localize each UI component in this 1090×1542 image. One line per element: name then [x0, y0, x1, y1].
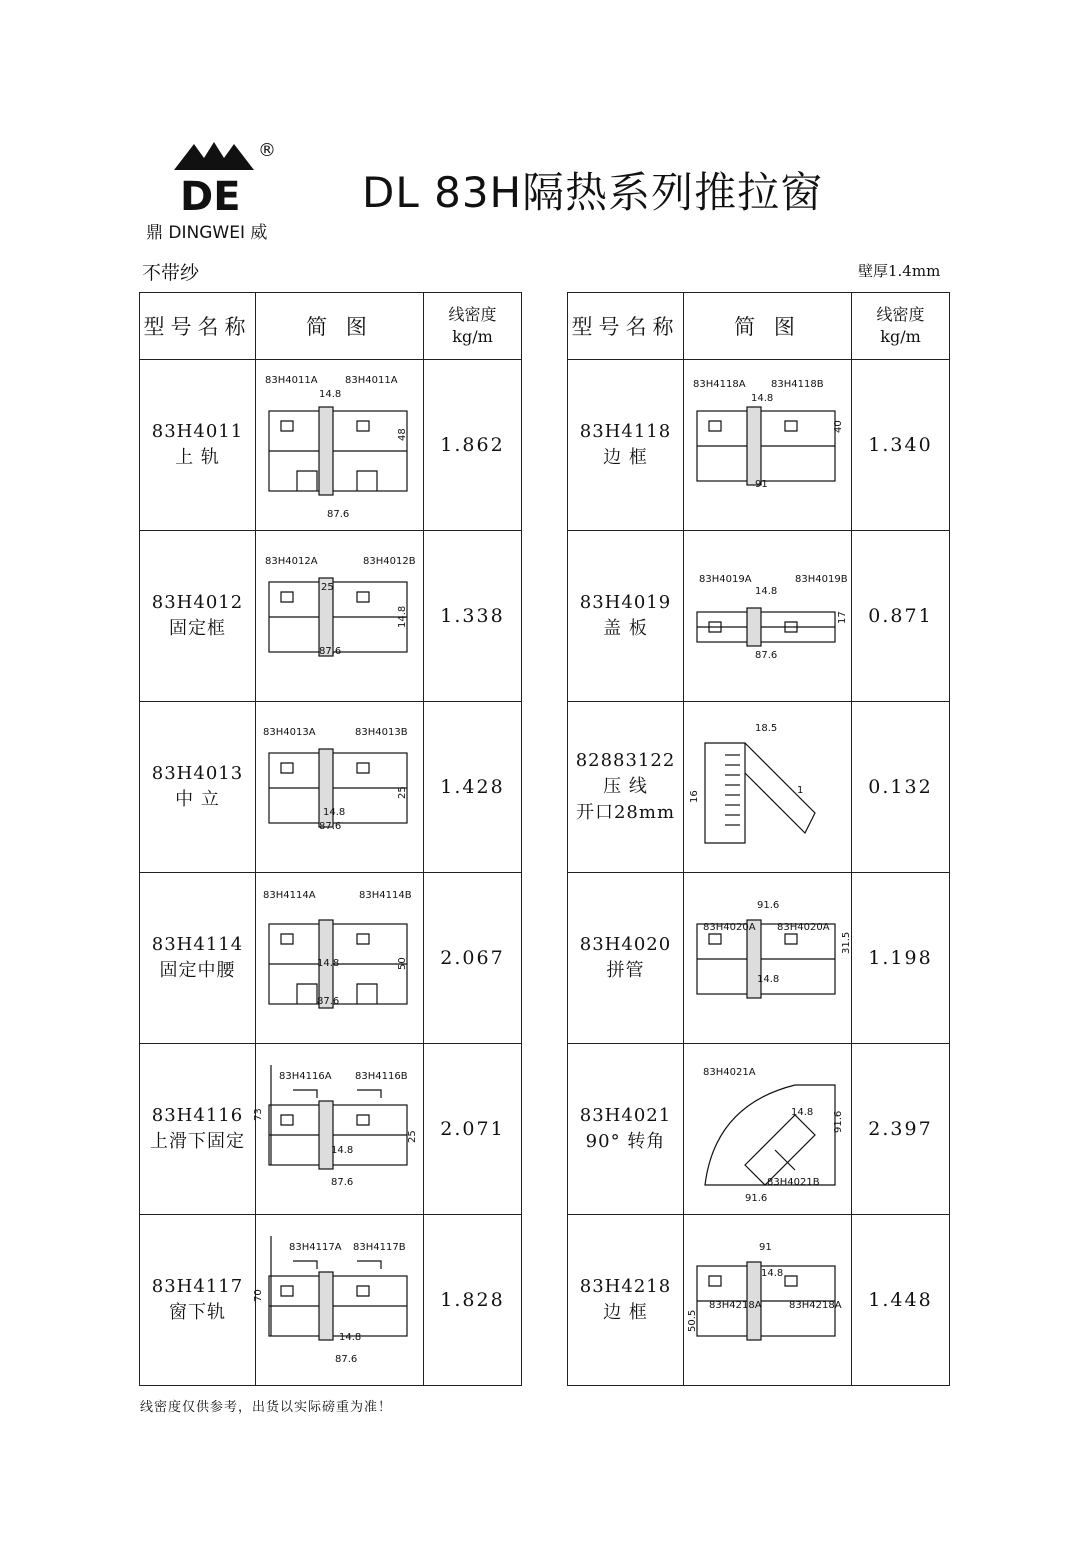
- profile-outline: [269, 407, 407, 495]
- profile-outline: [697, 608, 835, 646]
- dimension-label: 25: [396, 786, 408, 799]
- dimension-label: 87.6: [330, 1177, 353, 1188]
- profile-name: 83H4114 固定中腰: [140, 873, 256, 1044]
- dimension-label: 18.5: [754, 723, 777, 734]
- line-density: 2.397: [852, 1044, 950, 1215]
- dimension-label: 83H4020A: [776, 922, 830, 933]
- header-density-label: 线密度: [448, 305, 497, 324]
- header-density: [852, 293, 950, 360]
- line-density: 1.338: [424, 531, 522, 702]
- dimension-label: 50.5: [686, 1309, 698, 1332]
- profile-drawing: [685, 1216, 851, 1384]
- line-density: 1.828: [424, 1215, 522, 1386]
- profile-figure: [684, 1044, 852, 1215]
- dimension-label: 48: [396, 428, 408, 441]
- table-row: [140, 1044, 522, 1215]
- profile-drawing: [257, 703, 423, 871]
- registered-mark: ®: [258, 140, 276, 161]
- profile-name: 83H4116 上滑下固定: [140, 1044, 256, 1215]
- profile-drawing: [257, 361, 423, 529]
- header-name: 型号名称: [568, 293, 684, 360]
- line-density: 1.340: [852, 360, 950, 531]
- profile-drawing: [685, 874, 851, 1042]
- profile-figure: [684, 873, 852, 1044]
- dimension-label: 91: [758, 1242, 772, 1253]
- company-logo: [146, 136, 296, 246]
- dimension-label: 83H4019A: [698, 574, 752, 585]
- dimension-label: 83H4011A: [264, 375, 318, 386]
- dimension-label: 87.6: [326, 509, 349, 520]
- profile-outline: [705, 1085, 835, 1185]
- dimension-label: 83H4114B: [358, 890, 412, 901]
- profile-figure: [256, 360, 424, 531]
- profile-outline: [697, 407, 835, 485]
- line-density: 1.198: [852, 873, 950, 1044]
- dimension-label: 40: [832, 420, 844, 433]
- header-figure: 简 图: [684, 293, 852, 360]
- table-row: [140, 531, 522, 702]
- table-header-row: [140, 293, 522, 360]
- header-density-unit: kg/m: [452, 327, 493, 346]
- table-row: [140, 702, 522, 873]
- profile-name: 82883122 压 线 开口28mm: [568, 702, 684, 873]
- dimension-label: 25: [406, 1130, 418, 1143]
- dimension-label: 83H4019B: [794, 574, 848, 585]
- profile-drawing: [685, 532, 851, 700]
- table-row: [140, 873, 522, 1044]
- profile-figure: [684, 360, 852, 531]
- dimension-label: 83H4118B: [770, 379, 824, 390]
- dimension-label: 14.8: [338, 1332, 361, 1343]
- dimension-label: 87.6: [334, 1354, 357, 1365]
- dimension-label: 83H4013A: [262, 727, 316, 738]
- dimension-label: 70: [252, 1289, 264, 1302]
- dimension-label: 83H4020A: [702, 922, 756, 933]
- table-row: [568, 360, 950, 531]
- profile-name: 83H4013 中 立: [140, 702, 256, 873]
- table-row: [140, 1215, 522, 1386]
- table-row: [568, 1044, 950, 1215]
- profile-outline: [269, 578, 407, 656]
- profile-drawing: [685, 703, 851, 871]
- table-row: [568, 531, 950, 702]
- profile-drawing: [685, 1045, 851, 1213]
- line-density: 1.448: [852, 1215, 950, 1386]
- dimension-label: 14.8: [322, 807, 345, 818]
- profile-name: 83H4020 拼管: [568, 873, 684, 1044]
- dimension-label: 83H4021B: [766, 1177, 820, 1188]
- profile-name: 83H4019 盖 板: [568, 531, 684, 702]
- dimension-label: 50: [396, 957, 408, 970]
- line-density: 2.071: [424, 1044, 522, 1215]
- dimension-label: 17: [836, 611, 848, 624]
- profile-drawing: [252, 1216, 423, 1384]
- dimension-label: 14.8: [396, 605, 408, 628]
- line-density: 2.067: [424, 873, 522, 1044]
- dimension-label: 83H4218A: [788, 1300, 842, 1311]
- header-density-unit: kg/m: [880, 327, 921, 346]
- header-name: 型号名称: [140, 293, 256, 360]
- dimension-label: 14.8: [750, 393, 773, 404]
- header-figure: 简 图: [256, 293, 424, 360]
- profile-figure: [256, 873, 424, 1044]
- dimension-label: 91.6: [832, 1110, 844, 1133]
- brand-text: 鼎 DINGWEI 威: [146, 223, 268, 243]
- profile-figure: [684, 702, 852, 873]
- dimension-label: 14.8: [330, 1145, 353, 1156]
- dimension-label: 83H4013B: [354, 727, 408, 738]
- dimension-label: 83H4218A: [708, 1300, 762, 1311]
- profile-name: 83H4021 90° 转角: [568, 1044, 684, 1215]
- table-row: [568, 702, 950, 873]
- table-row: [140, 360, 522, 531]
- dimension-label: 73: [252, 1108, 264, 1121]
- profile-drawing: [257, 532, 423, 700]
- dimension-label: 83H4117A: [288, 1242, 342, 1253]
- logo-monogram: DE: [180, 174, 241, 220]
- wall-thickness: 壁厚1.4mm: [858, 262, 941, 280]
- profile-drawing: [685, 361, 851, 529]
- header-density: [424, 293, 522, 360]
- dimension-label: 91.6: [744, 1193, 767, 1204]
- profile-name: 83H4118 边 框: [568, 360, 684, 531]
- dimension-label: 83H4012A: [264, 556, 318, 567]
- dimension-label: 83H4116A: [278, 1071, 332, 1082]
- profile-figure: [684, 531, 852, 702]
- dimension-label: 87.6: [316, 996, 339, 1007]
- dingwei-monogram-icon: [174, 136, 254, 220]
- dimension-label: 31.5: [840, 931, 852, 954]
- page-title: DL 83H隔热系列推拉窗: [362, 168, 824, 217]
- dimension-label: 14.8: [316, 958, 339, 969]
- profile-drawing: [257, 874, 423, 1042]
- header-density-label: 线密度: [876, 305, 925, 324]
- profile-figure: [256, 531, 424, 702]
- dimension-label: 83H4021A: [702, 1067, 756, 1078]
- dimension-label: 25: [320, 582, 334, 593]
- line-density: 0.871: [852, 531, 950, 702]
- line-density: 0.132: [852, 702, 950, 873]
- dimension-label: 14.8: [760, 1268, 783, 1279]
- dimension-label: 91.6: [756, 900, 779, 911]
- footnote: 线密度仅供参考，出货以实际磅重为准！: [140, 1400, 393, 1415]
- profile-drawing: [252, 1045, 423, 1213]
- dimension-label: 14.8: [790, 1107, 813, 1118]
- dimension-label: 83H4117B: [352, 1242, 406, 1253]
- profile-table-right: [567, 292, 950, 1386]
- line-density: 1.862: [424, 360, 522, 531]
- dimension-label: 16: [688, 790, 700, 803]
- dimension-label: 87.6: [318, 646, 341, 657]
- dimension-label: 83H4118A: [692, 379, 746, 390]
- dimension-label: 83H4011A: [344, 375, 398, 386]
- subtitle-no-screen: 不带纱: [142, 262, 200, 284]
- profile-name: 83H4218 边 框: [568, 1215, 684, 1386]
- table-row: [568, 873, 950, 1044]
- dimension-label: 14.8: [756, 974, 779, 985]
- dimension-label: 87.6: [754, 650, 777, 661]
- dimension-label: 14.8: [754, 586, 777, 597]
- profile-name: 83H4012 固定框: [140, 531, 256, 702]
- dimension-label: 1: [796, 785, 803, 796]
- dimension-label: 83H4114A: [262, 890, 316, 901]
- profile-figure: [684, 1215, 852, 1386]
- profile-name: 83H4117 窗下轨: [140, 1215, 256, 1386]
- dimension-label: 91: [754, 479, 768, 490]
- table-header-row: [568, 293, 950, 360]
- profile-figure: [256, 702, 424, 873]
- profile-figure: [252, 1044, 424, 1215]
- dimension-label: 83H4116B: [354, 1071, 408, 1082]
- profile-figure: [252, 1215, 424, 1386]
- profile-name: 83H4011 上 轨: [140, 360, 256, 531]
- dimension-label: 83H4012B: [362, 556, 416, 567]
- profile-table-left: [139, 292, 522, 1386]
- dimension-label: 87.6: [318, 821, 341, 832]
- line-density: 1.428: [424, 702, 522, 873]
- table-row: [568, 1215, 950, 1386]
- dimension-label: 14.8: [318, 389, 341, 400]
